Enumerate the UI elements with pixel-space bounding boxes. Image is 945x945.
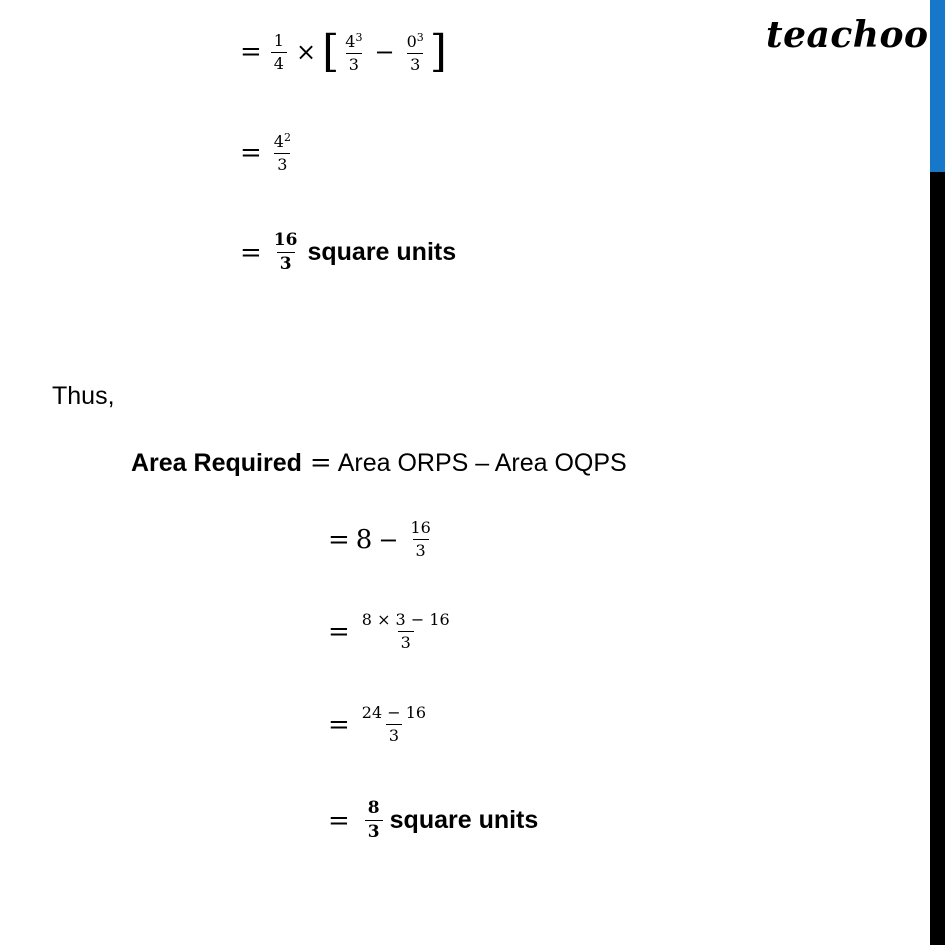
value-8: 8 (355, 524, 373, 555)
times-sign: × (295, 38, 317, 66)
left-bracket: [ (322, 26, 340, 77)
right-bracket: ] (429, 26, 447, 77)
calc-4-line (328, 800, 538, 841)
equals-sign: = (328, 709, 350, 740)
step-3-line (240, 232, 456, 273)
equals-sign: = (240, 137, 262, 168)
calc-1-line (328, 520, 437, 559)
equals-sign: = (240, 237, 262, 268)
fraction-0-cubed-over-3: $\frac{0^3}{3}$ (406, 30, 424, 74)
area-required-label: Area Required (131, 448, 302, 477)
scrollbar-thumb[interactable] (930, 0, 945, 172)
equals-sign: = (328, 616, 350, 647)
fraction-8-over-3: $\frac{8}{3}$ (365, 800, 383, 841)
calc-3-line (328, 705, 432, 744)
equals-sign: = (309, 448, 332, 478)
calc-2-line (328, 612, 456, 651)
minus-sign: − (378, 525, 399, 554)
unit-label: square units (307, 238, 457, 266)
minus-sign: − (374, 38, 395, 66)
equals-sign: = (328, 805, 350, 836)
equals-sign: = (240, 37, 262, 67)
fraction-16-over-3: $\frac{16}{3}$ (273, 230, 298, 274)
teachoo-logo: teachoo (766, 14, 929, 56)
area-required-line (131, 448, 627, 478)
fraction-4-cubed-over-3: $\frac{4^3}{3}$ (345, 30, 363, 74)
step-2-line (240, 132, 297, 173)
fraction-24-minus-16-over-3: $\frac{24 - 16}{3}$ (361, 703, 427, 745)
fraction-16-over-3: $\frac{16}{3}$ (410, 518, 431, 560)
equals-sign: = (328, 524, 350, 555)
fraction-one-fourth: $\frac{1}{4}$ (271, 33, 287, 72)
thus-text: Thus, (52, 382, 115, 410)
step-1-line (240, 26, 447, 77)
fraction-4-squared-over-3: $\frac{4^2}{3}$ (273, 131, 291, 174)
fraction-8x3-minus-16-over-3: $\frac{8 \times 3 - 16}{3}$ (361, 610, 450, 652)
area-expression: Area ORPS – Area OQPS (337, 448, 627, 477)
unit-label: square units (389, 806, 539, 834)
